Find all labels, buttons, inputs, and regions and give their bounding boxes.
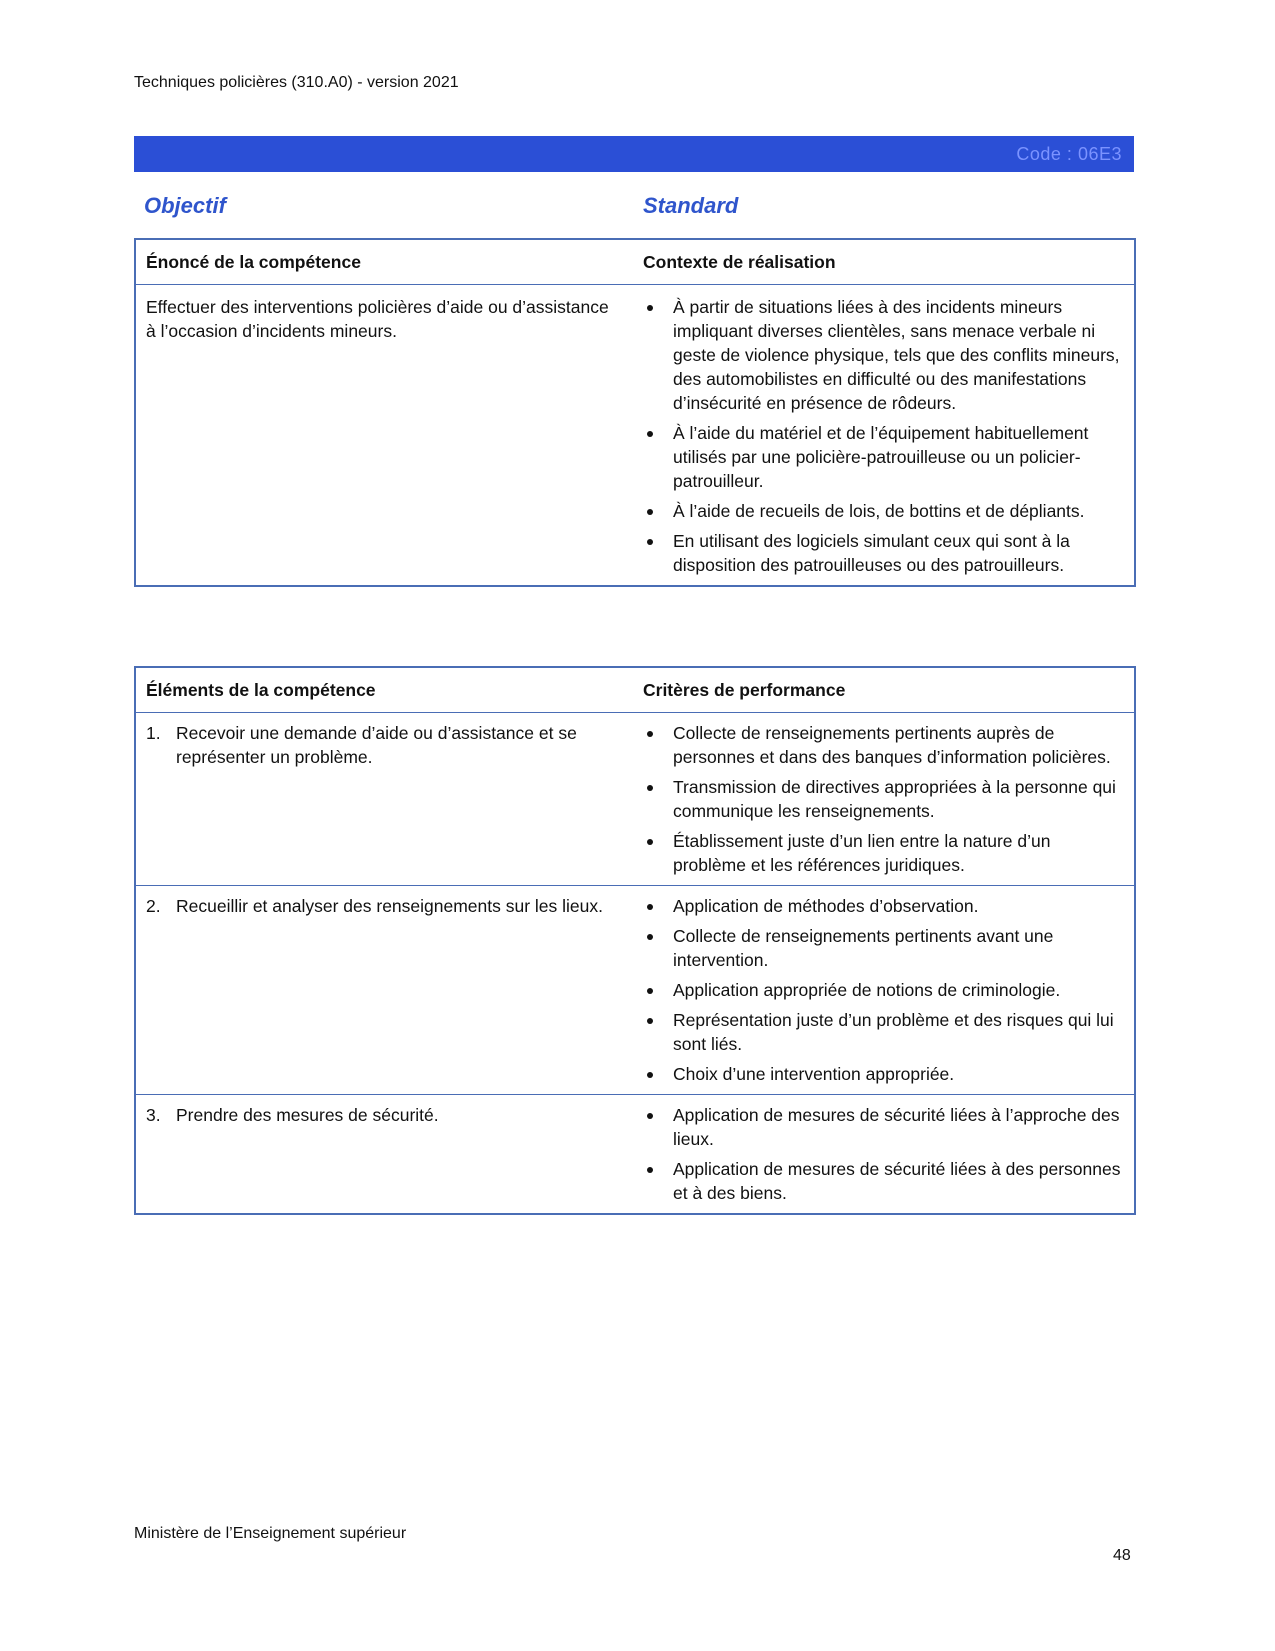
bullet-icon (647, 509, 653, 515)
list-item: Collecte de renseignements pertinents avant une intervention. (643, 924, 1124, 972)
code-value: 06E3 (1077, 144, 1122, 164)
list-item: Établissement juste d’un lien entre la nature d’un problème et les références juridiques. (643, 829, 1124, 877)
elements-table (134, 666, 1136, 1215)
bullet-icon (647, 839, 653, 845)
list-item: À partir de situations liées à des incidents mineurs impliquant diverses clientèles, sans menace verbale ni geste de violence physique, tels que des conflits mineurs, des automobilistes en difficulté ou des manifestations d’insécurité en présence de rôdeurs. (643, 295, 1124, 415)
list-item: Application de mesures de sécurité liées à des personnes et à des biens. (643, 1157, 1124, 1205)
table-row (135, 886, 1135, 1095)
criteria-list (643, 721, 1124, 877)
footer-ministry: Ministère de l’Enseignement supérieur (134, 1525, 407, 1542)
document-title: Techniques policières (310.A0) - version 2021 (134, 74, 459, 91)
bullet-icon (647, 1113, 653, 1119)
criteria-header: Critères de performance (633, 667, 1135, 713)
code-bar (134, 136, 1134, 172)
standard-heading: Standard (643, 193, 739, 218)
page-number: 48 (1113, 1547, 1131, 1564)
competency-code (1016, 144, 1122, 165)
bullet-icon (647, 988, 653, 994)
bullet-icon (647, 539, 653, 545)
bullet-icon (647, 785, 653, 791)
list-item: À l’aide du matériel et de l’équipement habituellement utilisés par une policière-patrouilleuse ou un policier-patrouilleur. (643, 421, 1124, 493)
bullet-icon (647, 904, 653, 910)
statement-table (134, 238, 1136, 587)
bullet-icon (647, 1072, 653, 1078)
bullet-icon (647, 1167, 653, 1173)
element-text: 1. Recevoir une demande d’aide ou d’assistance et se représenter un problème. (146, 723, 577, 767)
competency-statement: Effectuer des interventions policières d’aide ou d’assistance à l’occasion d’incidents mineurs. (146, 297, 609, 341)
bullet-icon (647, 934, 653, 940)
element-text: 2. Recueillir et analyser des renseignements sur les lieux. (146, 896, 604, 916)
criteria-list (643, 894, 1124, 1086)
table-row (135, 713, 1135, 886)
list-item: À l’aide de recueils de lois, de bottins et de dépliants. (643, 499, 1124, 523)
list-item: Choix d’une intervention appropriée. (643, 1062, 1124, 1086)
bullet-icon (647, 305, 653, 311)
bullet-icon (647, 1018, 653, 1024)
list-item: Application appropriée de notions de criminologie. (643, 978, 1124, 1002)
context-list (643, 295, 1124, 577)
list-item: Transmission de directives appropriées à la personne qui communique les renseignements. (643, 775, 1124, 823)
list-item: En utilisant des logiciels simulant ceux qui sont à la disposition des patrouilleuses ou des patrouilleurs. (643, 529, 1124, 577)
list-item: Application de mesures de sécurité liées à l’approche des lieux. (643, 1103, 1124, 1151)
criteria-list (643, 1103, 1124, 1205)
list-item: Représentation juste d’un problème et des risques qui lui sont liés. (643, 1008, 1124, 1056)
element-text: 3. Prendre des mesures de sécurité. (146, 1105, 439, 1125)
elements-header: Éléments de la compétence (135, 667, 633, 713)
bullet-icon (647, 431, 653, 437)
context-header: Contexte de réalisation (633, 239, 1135, 285)
objective-heading: Objectif (144, 193, 226, 218)
table-row (135, 1095, 1135, 1215)
list-item: Collecte de renseignements pertinents auprès de personnes et dans des banques d’information policières. (643, 721, 1124, 769)
statement-header: Énoncé de la compétence (135, 239, 633, 285)
code-label: Code : (1016, 144, 1073, 164)
bullet-icon (647, 731, 653, 737)
list-item: Application de méthodes d’observation. (643, 894, 1124, 918)
